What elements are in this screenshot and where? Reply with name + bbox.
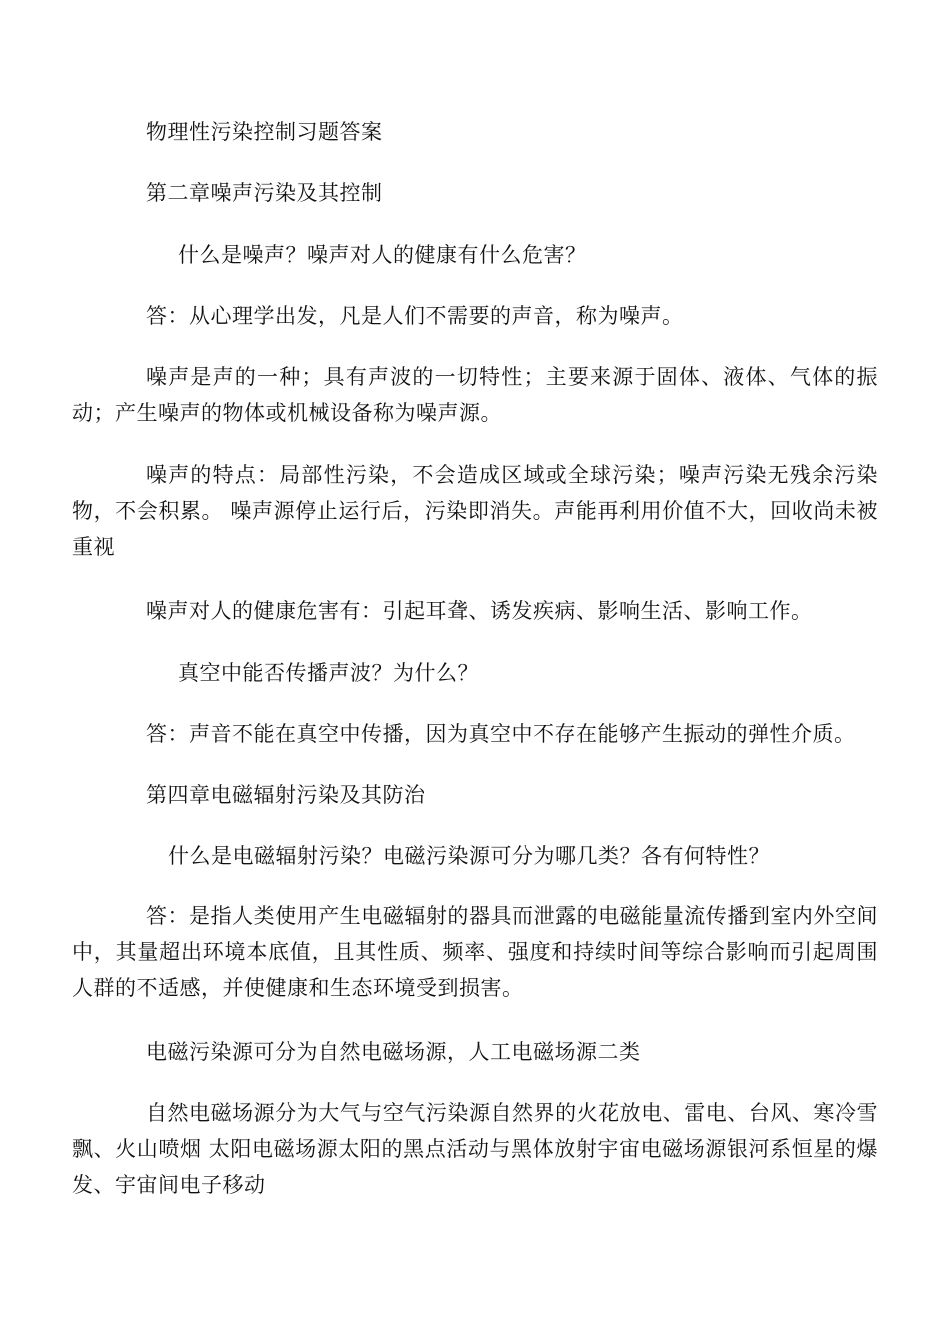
chapter4-answer-1: 答：是指人类使用产生电磁辐射的器具而泄露的电磁能量流传播到室内外空间中，其量超出环境本底值，且其性质、频率、强度和持续时间等综合影响而引起周围人群的不适感，并使健康和生态环境受到损害。 xyxy=(72,904,878,1000)
chapter2-paragraph-1: 噪声是声的一种；具有声波的一切特性；主要来源于固体、液体、气体的振动；产生噪声的物体或机械设备称为噪声源。 xyxy=(72,365,878,425)
chapter4-heading: 第四章电磁辐射污染及其防治 xyxy=(146,783,426,807)
document-title: 物理性污染控制习题答案 xyxy=(146,120,383,144)
chapter4-paragraph-1: 电磁污染源可分为自然电磁场源，人工电磁场源二类 xyxy=(146,1040,641,1064)
chapter4-question-1: 什么是电磁辐射污染？电磁污染源可分为哪几类？各有何特性？ xyxy=(168,844,770,868)
chapter2-heading: 第二章噪声污染及其控制 xyxy=(146,181,383,205)
chapter2-answer-1: 答：从心理学出发，凡是人们不需要的声音，称为噪声。 xyxy=(146,304,684,328)
chapter4-paragraph-2: 自然电磁场源分为大气与空气污染源自然界的火花放电、雷电、台风、寒冷雪飘、火山喷烟 太阳电磁场源太阳的黑点活动与黑体放射宇宙电磁场源银河系恒星的爆发、宇宙间电子移动 xyxy=(72,1101,878,1197)
chapter2-paragraph-3: 噪声对人的健康危害有：引起耳聋、诱发疾病、影响生活、影响工作。 xyxy=(146,599,813,623)
chapter2-answer-2: 答：声音不能在真空中传播，因为真空中不存在能够产生振动的弹性介质。 xyxy=(146,722,856,746)
chapter2-question-1: 什么是噪声？噪声对人的健康有什么危害？ xyxy=(178,243,587,267)
chapter2-paragraph-2: 噪声的特点：局部性污染，不会造成区域或全球污染；噪声污染无残余污染物，不会积累。 噪声源停止运行后，污染即消失。声能再利用价值不大，回收尚未被重视 xyxy=(72,463,878,559)
chapter2-question-2: 真空中能否传播声波？为什么？ xyxy=(178,661,479,685)
